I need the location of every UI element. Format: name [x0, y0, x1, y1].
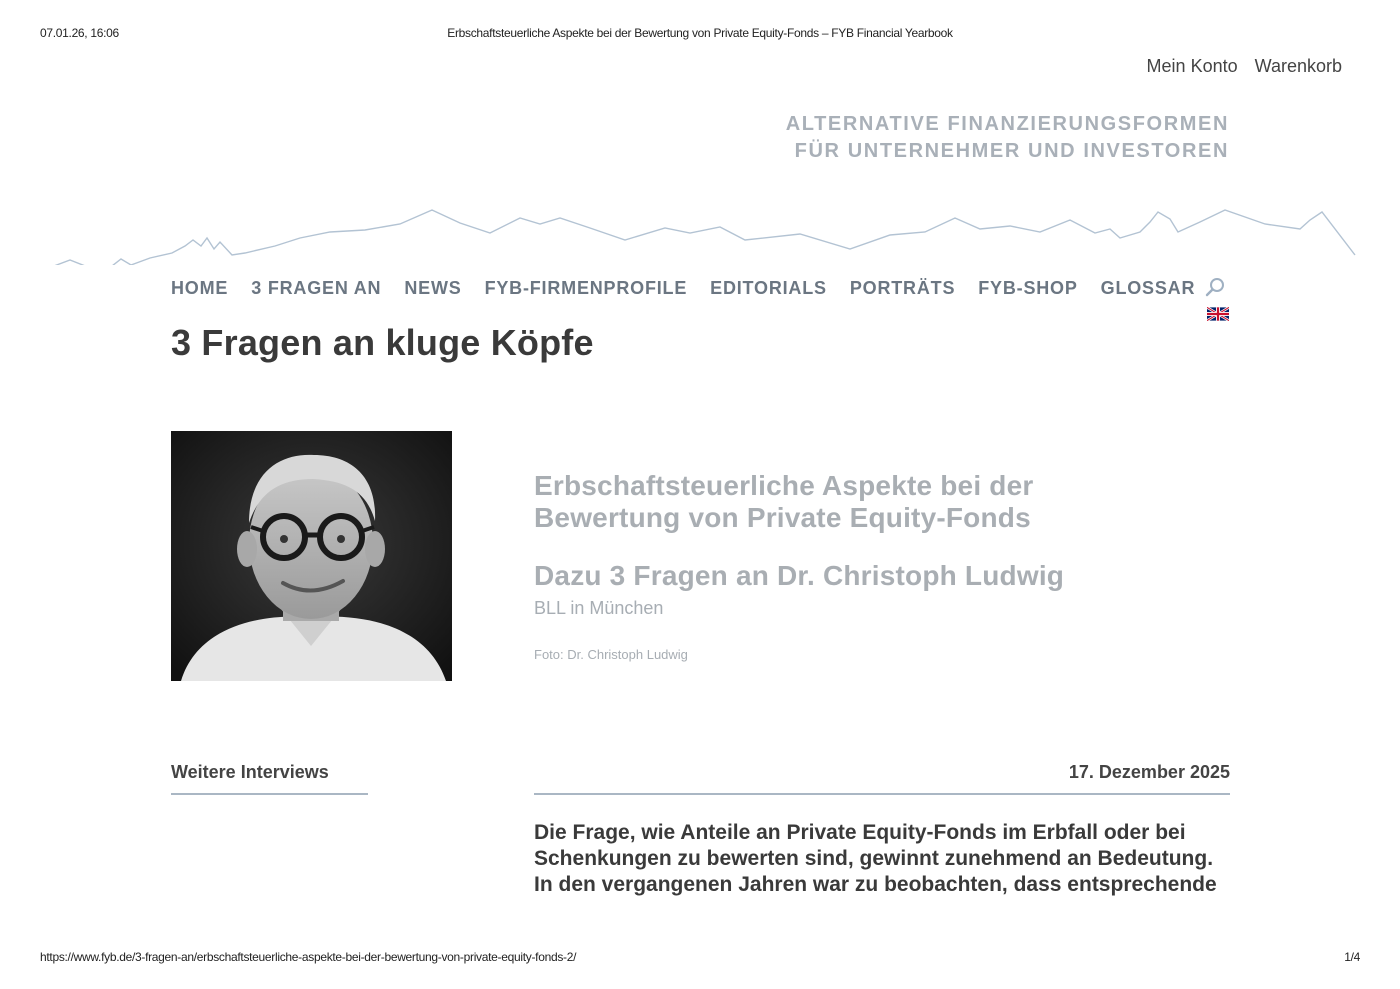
more-interviews-heading: Weitere Interviews	[171, 762, 368, 795]
uk-flag-icon[interactable]	[1207, 307, 1229, 321]
article-location: BLL in München	[534, 598, 664, 618]
article-intro	[534, 820, 1234, 898]
nav-item-firmenprofile[interactable]: FYB-FIRMENPROFILE	[484, 277, 688, 298]
nav-item-glossar[interactable]: GLOSSAR	[1100, 277, 1196, 298]
nav-item-news[interactable]: NEWS	[404, 277, 462, 298]
nav-item-home[interactable]: HOME	[171, 277, 229, 298]
cart-link[interactable]: Warenkorb	[1254, 56, 1342, 76]
page-title: 3 Fragen an kluge Köpfe	[171, 322, 594, 363]
nav-item-editorials[interactable]: EDITORIALS	[710, 277, 827, 298]
print-datetime: 07.01.26, 16:06	[40, 26, 119, 40]
site-tagline[interactable]	[786, 111, 1229, 165]
article-title-line-2: Bewertung von Private Equity-Fonds	[534, 502, 1031, 533]
tagline-line-1: ALTERNATIVE FINANZIERUNGSFORMEN	[785, 113, 1229, 135]
main-navigation	[171, 276, 1231, 300]
decorative-chart-line	[0, 195, 1400, 265]
search-icon[interactable]	[1205, 277, 1225, 297]
print-url: https://www.fyb.de/3-fragen-an/erbschaftsteuerliche-aspekte-bei-der-bewertung-von-private-equity-fonds-2/	[40, 950, 577, 964]
print-page-title: Erbschaftsteuerliche Aspekte bei der Bewertung von Private Equity-Fonds – FYB Financial Yearbook	[447, 26, 953, 40]
article-title	[534, 470, 1234, 534]
article-title-line-1: Erbschaftsteuerliche Aspekte bei der	[534, 470, 1034, 501]
print-page-number: 1/4	[1344, 950, 1360, 964]
nav-item-fyb-shop[interactable]: FYB-SHOP	[978, 277, 1078, 298]
photo-credit: Foto: Dr. Christoph Ludwig	[534, 647, 688, 662]
portrait-photo	[171, 431, 452, 681]
intro-line-3: In den vergangenen Jahren war zu beobachten, dass entsprechende	[534, 873, 1217, 896]
article-header	[534, 470, 1234, 662]
article-date: 17. Dezember 2025	[534, 762, 1230, 795]
print-header	[40, 26, 1360, 42]
nav-item-3-fragen-an[interactable]: 3 FRAGEN AN	[251, 277, 382, 298]
tagline-line-2: FÜR UNTERNEHMER UND INVESTOREN	[794, 140, 1229, 162]
nav-item-portraets[interactable]: PORTRÄTS	[849, 277, 956, 298]
article-subtitle: Dazu 3 Fragen an Dr. Christoph Ludwig	[534, 560, 1065, 591]
intro-line-1: Die Frage, wie Anteile an Private Equity-Fonds im Erbfall oder bei	[534, 821, 1186, 844]
intro-line-2: Schenkungen zu bewerten sind, gewinnt zunehmend an Bedeutung.	[534, 847, 1214, 870]
my-account-link[interactable]: Mein Konto	[1146, 56, 1238, 76]
account-links	[1135, 56, 1342, 77]
print-footer	[40, 950, 1360, 966]
